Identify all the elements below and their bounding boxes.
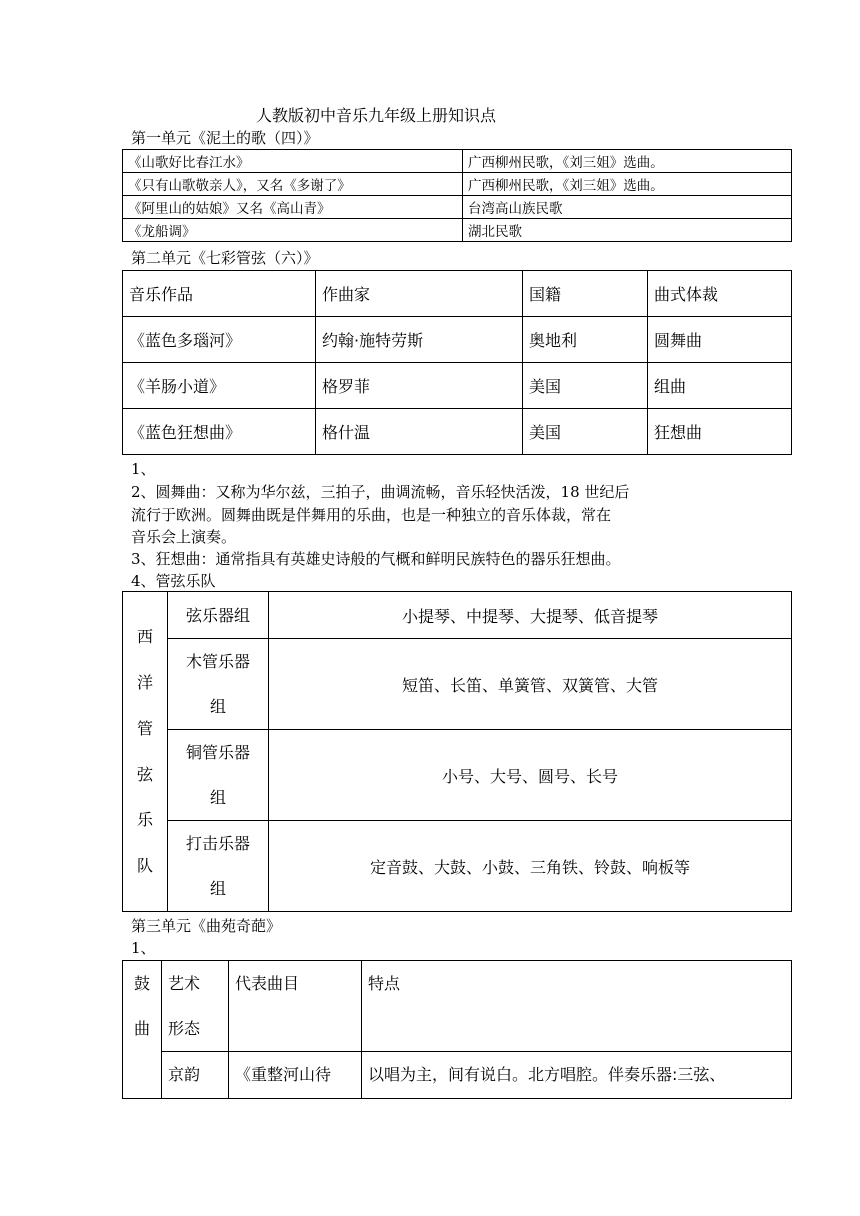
header-nationality: 国籍: [523, 271, 648, 317]
table-row: [123, 173, 792, 196]
unit1-song-table: [122, 149, 792, 242]
table-row: [123, 730, 792, 821]
section-name: 弦乐器组: [168, 592, 269, 639]
header-genre: 曲式体裁: [648, 271, 792, 317]
genre-cell: 圆舞曲: [648, 317, 792, 363]
origin-cell: 广西柳州民歌，《刘三姐》选曲。: [463, 150, 792, 173]
label-char: 弦: [136, 764, 153, 784]
table-row: [123, 1052, 792, 1099]
header-work: 音乐作品: [123, 271, 316, 317]
note-line: 1、: [131, 460, 156, 478]
section-name: 打击乐器 组: [168, 821, 269, 912]
genre-cell: 狂想曲: [648, 409, 792, 455]
drum-song-label: [123, 961, 162, 1099]
table-row: [123, 317, 792, 363]
table-row: [123, 363, 792, 409]
table-row: [123, 409, 792, 455]
note-line: 2、圆舞曲：又称为华尔兹，三拍子，曲调流畅，音乐轻快活泼，18 世纪后: [131, 483, 630, 501]
orchestra-label: [123, 592, 168, 912]
note-line: 4、管弦乐队: [131, 572, 216, 590]
unit1-heading: 第一单元《泥土的歌（四）》: [131, 129, 319, 147]
composer-cell: 格罗菲: [316, 363, 523, 409]
label-char: 西: [136, 627, 153, 647]
nationality-cell: 美国: [523, 409, 648, 455]
label-char: 乐: [136, 810, 153, 830]
label-char: 管: [136, 718, 153, 738]
note-line: 流行于欧洲。圆舞曲既是伴舞用的乐曲，也是一种独立的音乐体裁，常在: [131, 506, 612, 524]
label-char: 鼓: [133, 974, 150, 993]
nationality-cell: 美国: [523, 363, 648, 409]
table-row: [123, 196, 792, 219]
table-header-row: [123, 271, 792, 317]
table-row: [123, 592, 792, 639]
origin-cell: 广西柳州民歌，《刘三姐》选曲。: [463, 173, 792, 196]
header-composer: 作曲家: [316, 271, 523, 317]
origin-cell: 台湾高山族民歌: [463, 196, 792, 219]
table-row: [123, 821, 792, 912]
label-char: 洋: [136, 673, 153, 693]
instrument-list: 小提琴、中提琴、大提琴、低音提琴: [269, 592, 792, 639]
work-cell: 《蓝色狂想曲》: [123, 409, 316, 455]
orchestra-table: [122, 591, 792, 912]
header-traits: 特点: [362, 961, 792, 1052]
work-cell: 《羊肠小道》: [123, 363, 316, 409]
section-name: 铜管乐器 组: [168, 730, 269, 821]
quyi-table: [122, 960, 792, 1099]
document-title: 人教版初中音乐九年级上册知识点: [256, 106, 497, 125]
unit2-works-table: [122, 270, 792, 455]
composer-cell: 约翰·施特劳斯: [316, 317, 523, 363]
song-cell: 《山歌好比春江水》: [123, 150, 463, 173]
work-cell: 《蓝色多瑙河》: [123, 317, 316, 363]
unit3-heading: 第三单元《曲苑奇葩》: [131, 917, 282, 935]
genre-cell: 组曲: [648, 363, 792, 409]
song-cell: 《只有山歌敬亲人》，又名《多谢了》: [123, 173, 463, 196]
note-line: 3、狂想曲：通常指具有英雄史诗般的气概和鲜明民族特色的器乐狂想曲。: [131, 550, 621, 568]
table-header-row: [123, 961, 792, 1052]
song-cell: 《龙船调》: [123, 219, 463, 242]
instrument-list: 短笛、长笛、单簧管、双簧管、大管: [269, 639, 792, 730]
header-form: 艺术 形态: [162, 961, 229, 1052]
section-name: 木管乐器 组: [168, 639, 269, 730]
table-row: [123, 219, 792, 242]
piece-cell: 《重整河山待: [229, 1052, 362, 1099]
composer-cell: 格什温: [316, 409, 523, 455]
nationality-cell: 奥地利: [523, 317, 648, 363]
unit2-heading: 第二单元《七彩管弦（六）》: [131, 249, 319, 267]
table-row: [123, 150, 792, 173]
header-pieces: 代表曲目: [229, 961, 362, 1052]
table-row: [123, 639, 792, 730]
instrument-list: 小号、大号、圆号、长号: [269, 730, 792, 821]
label-char: 曲: [133, 1019, 150, 1038]
note-line: 1、: [131, 939, 156, 957]
note-line: 音乐会上演奏。: [131, 528, 237, 546]
song-cell: 《阿里山的姑娘》又名《高山青》: [123, 196, 463, 219]
label-char: 队: [136, 855, 153, 875]
form-cell: 京韵: [162, 1052, 229, 1099]
traits-cell: 以唱为主，间有说白。北方唱腔。伴奏乐器:三弦、: [362, 1052, 792, 1099]
instrument-list: 定音鼓、大鼓、小鼓、三角铁、铃鼓、响板等: [269, 821, 792, 912]
origin-cell: 湖北民歌: [463, 219, 792, 242]
